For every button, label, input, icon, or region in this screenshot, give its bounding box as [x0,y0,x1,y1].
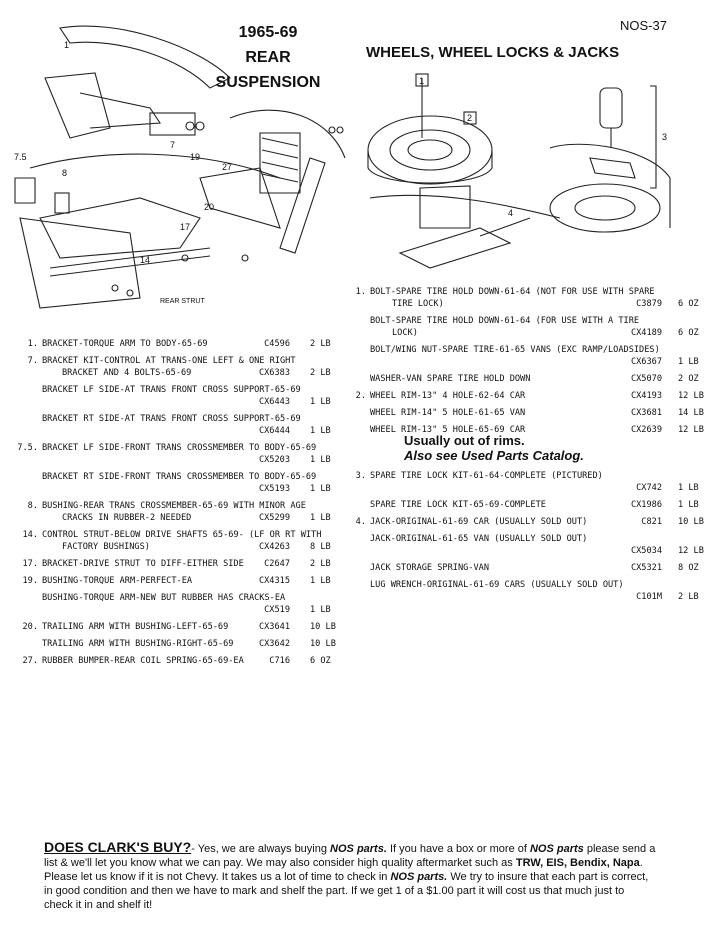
part-weight: 10 LB [678,517,704,527]
part-sku: C716 [269,656,290,666]
callout-19: 19 [190,152,201,162]
callout-8: 8 [62,168,68,178]
notice-text-2: If you have a box or more of [386,843,530,855]
part-weight: 14 LB [678,408,704,418]
part-description: BRACKET LF SIDE-AT TRANS FRONT CROSS SUPPORT-65-69 [42,385,301,395]
part-description: BRACKET-DRIVE STRUT TO DIFF-EITHER SIDE [42,559,244,569]
part-description: JACK STORAGE SPRING-VAN [370,563,489,573]
part-sku: CX5321 [630,563,662,573]
part-description: FACTORY BUSHINGS) [62,542,150,552]
right-section-title: WHEELS, WHEEL LOCKS & JACKS [366,44,620,61]
callout-14: 14 [140,255,151,265]
part-weight: 2 OZ [678,374,699,384]
part-weight: 2 LB [310,368,331,378]
part-sku: CX5203 [258,455,290,465]
part-sku: CX6367 [630,357,662,367]
part-sku: CX6383 [258,368,290,378]
part-sku: CX742 [636,483,662,493]
rims-note-line1: Usually out of rims. [404,433,525,448]
part-number-label: 4. [355,517,366,527]
part-weight: 10 LB [310,639,336,649]
part-description: BUSHING-REAR TRANS CROSSMEMBER-65-69 WITH MINOR AGE [42,501,306,511]
part-description: BRACKET-TORQUE ARM TO BODY-65-69 [42,339,208,349]
part-weight: 1 LB [310,513,331,523]
rims-note-line2: Also see Used Parts Catalog. [404,448,584,463]
part-description: SPARE TIRE LOCK KIT-61-64-COMPLETE (PICTURED) [370,471,603,481]
part-sku: C821 [641,517,662,527]
part-sku: CX4193 [630,391,662,401]
part-number-label: 19. [22,576,38,586]
part-description: JACK-ORIGINAL-61-65 VAN (USUALLY SOLD OUT) [370,534,588,544]
part-description: WHEEL RIM-13" 5 HOLE-65-69 CAR [370,425,526,435]
callout-1: 1 [64,40,70,50]
part-weight: 12 LB [678,391,704,401]
part-weight: 1 LB [310,605,331,615]
callout-7-5: 7.5 [14,152,27,162]
part-weight: 1 LB [310,484,331,494]
rims-note [404,433,584,463]
callout-r1: 1 [419,76,425,86]
part-description: TRAILING ARM WITH BUSHING-LEFT-65-69 [42,622,229,632]
part-description: BRACKET RT SIDE-FRONT TRANS CROSSMEMBER TO BODY-65-69 [42,472,317,482]
part-number-label: 8. [27,501,38,511]
notice-text-3: please send a list & we'll let you know what we can pay. We may also consider high quality aftermarket such as [44,843,656,869]
notice-text-1: - Yes, we are always buying [191,843,331,855]
part-weight: 2 LB [678,592,699,602]
rear-strut-caption: REAR STRUT [160,298,205,305]
part-description: LUG WRENCH-ORIGINAL-61-69 CARS (USUALLY SOLD OUT) [370,580,624,590]
part-description: CONTROL STRUT-BELOW DRIVE SHAFTS 65-69- (LF OR RT WITH [42,530,322,540]
notice-lead: DOES CLARK'S BUY? [44,839,192,855]
part-sku: C2647 [264,559,290,569]
part-weight: 2 LB [310,559,331,569]
part-description: BRACKET AND 4 BOLTS-65-69 [62,368,192,378]
wheels-jacks-diagram [360,68,680,278]
part-sku: CX2639 [630,425,662,435]
part-sku: CX5299 [258,513,290,523]
part-sku: C4596 [264,339,290,349]
part-number-label: 1. [355,287,366,297]
part-weight: 1 LB [310,426,331,436]
part-weight: 1 LB [678,357,699,367]
part-sku: CX4315 [258,576,290,586]
part-sku: CX6443 [258,397,290,407]
part-number-label: 1. [27,339,38,349]
part-number-label: 20. [22,622,38,632]
title-suspension: SUSPENSION [215,74,321,91]
part-description: BUSHING-TORQUE ARM-NEW BUT RUBBER HAS CRACKS-EA [42,593,286,603]
part-sku: CX5034 [630,546,662,556]
part-sku: CX3681 [630,408,662,418]
part-number-label: 7.5. [17,443,38,453]
part-weight: 8 OZ [678,563,699,573]
buying-notice [44,840,656,912]
part-weight: 1 LB [310,397,331,407]
part-description: LOCK) [392,328,418,338]
page-number: NOS-37 [620,18,667,33]
part-number-label: 2. [355,391,366,401]
part-weight: 2 LB [310,339,331,349]
part-weight: 6 OZ [678,299,699,309]
part-sku: CX4189 [630,328,662,338]
part-description: TRAILING ARM WITH BUSHING-RIGHT-65-69 [42,639,234,649]
notice-brands: TRW, EIS, Bendix, Napa [515,857,640,869]
part-description: BRACKET LF SIDE-FRONT TRANS CROSSMEMBER TO BODY-65-69 [42,443,317,453]
part-description: WHEEL RIM-13" 4 HOLE-62-64 CAR [370,391,526,401]
part-number-label: 7. [27,356,38,366]
part-weight: 10 LB [310,622,336,632]
part-weight: 1 LB [310,576,331,586]
notice-nos-1: NOS parts. [330,843,387,855]
notice-text-5: We try to insure that each part is correct, in good condition and then we have to mark and shelf the part. If we get 1 of a $1.00 part it will cost us that much just to check it in and shelf it! [44,871,649,911]
part-description: BRACKET RT SIDE-AT TRANS FRONT CROSS SUPPORT-65-69 [42,414,301,424]
notice-text-4: . Please let us know if it is not Chevy. It takes us a lot of time to check in [44,857,643,883]
part-description: WHEEL RIM-14" 5 HOLE-61-65 VAN [370,408,526,418]
rear-suspension-diagram [0,18,350,318]
callout-r2: 2 [467,113,473,123]
part-weight: 12 LB [678,546,704,556]
callout-20: 20 [204,202,215,212]
callout-r3: 3 [662,132,668,142]
part-weight: 6 OZ [678,328,699,338]
notice-nos-2: NOS parts [529,843,584,855]
callout-17: 17 [180,222,191,232]
part-sku: CX4263 [258,542,290,552]
part-description: BOLT-SPARE TIRE HOLD DOWN-61-64 (NOT FOR USE WITH SPARE [370,287,655,297]
part-description: BRACKET KIT-CONTROL AT TRANS-ONE LEFT & ONE RIGHT [42,356,296,366]
part-sku: CX1986 [630,500,662,510]
part-description: CRACKS IN RUBBER-2 NEEDED [62,513,192,523]
notice-nos-3: NOS parts. [390,871,448,883]
callout-27: 27 [222,162,233,172]
part-weight: 1 LB [678,483,699,493]
part-sku: C101M [636,592,662,602]
part-weight: 1 LB [678,500,699,510]
part-description: JACK-ORIGINAL-61-69 CAR (USUALLY SOLD OUT) [370,517,588,527]
part-sku: CX5070 [630,374,662,384]
part-description: RUBBER BUMPER-REAR COIL SPRING-65-69-EA [42,656,244,666]
callout-r4: 4 [508,208,514,218]
part-sku: CX3642 [258,639,290,649]
part-description: BUSHING-TORQUE ARM-PERFECT-EA [42,576,193,586]
title-years: 1965-69 [238,24,298,41]
part-description: SPARE TIRE LOCK KIT-65-69-COMPLETE [370,500,546,510]
part-sku: CX5193 [258,484,290,494]
part-number-label: 27. [22,656,38,666]
part-number-label: 14. [22,530,38,540]
part-description: WASHER-VAN SPARE TIRE HOLD DOWN [370,374,531,384]
part-sku: CX6444 [258,426,290,436]
part-description: BOLT-SPARE TIRE HOLD DOWN-61-64 (FOR USE WITH A TIRE [370,316,640,326]
part-sku: CX519 [264,605,290,615]
part-description: TIRE LOCK) [392,299,444,309]
part-weight: 6 OZ [310,656,331,666]
title-rear: REAR [245,49,291,66]
part-number-label: 17. [22,559,38,569]
callout-7: 7 [170,140,176,150]
part-sku: CX3641 [258,622,290,632]
part-description: BOLT/WING NUT-SPARE TIRE-61-65 VANS (EXC RAMP/LOADSIDES) [370,345,660,355]
part-number-label: 3. [355,471,366,481]
part-weight: 12 LB [678,425,704,435]
part-weight: 1 LB [310,455,331,465]
part-weight: 8 LB [310,542,331,552]
part-sku: C3879 [636,299,662,309]
